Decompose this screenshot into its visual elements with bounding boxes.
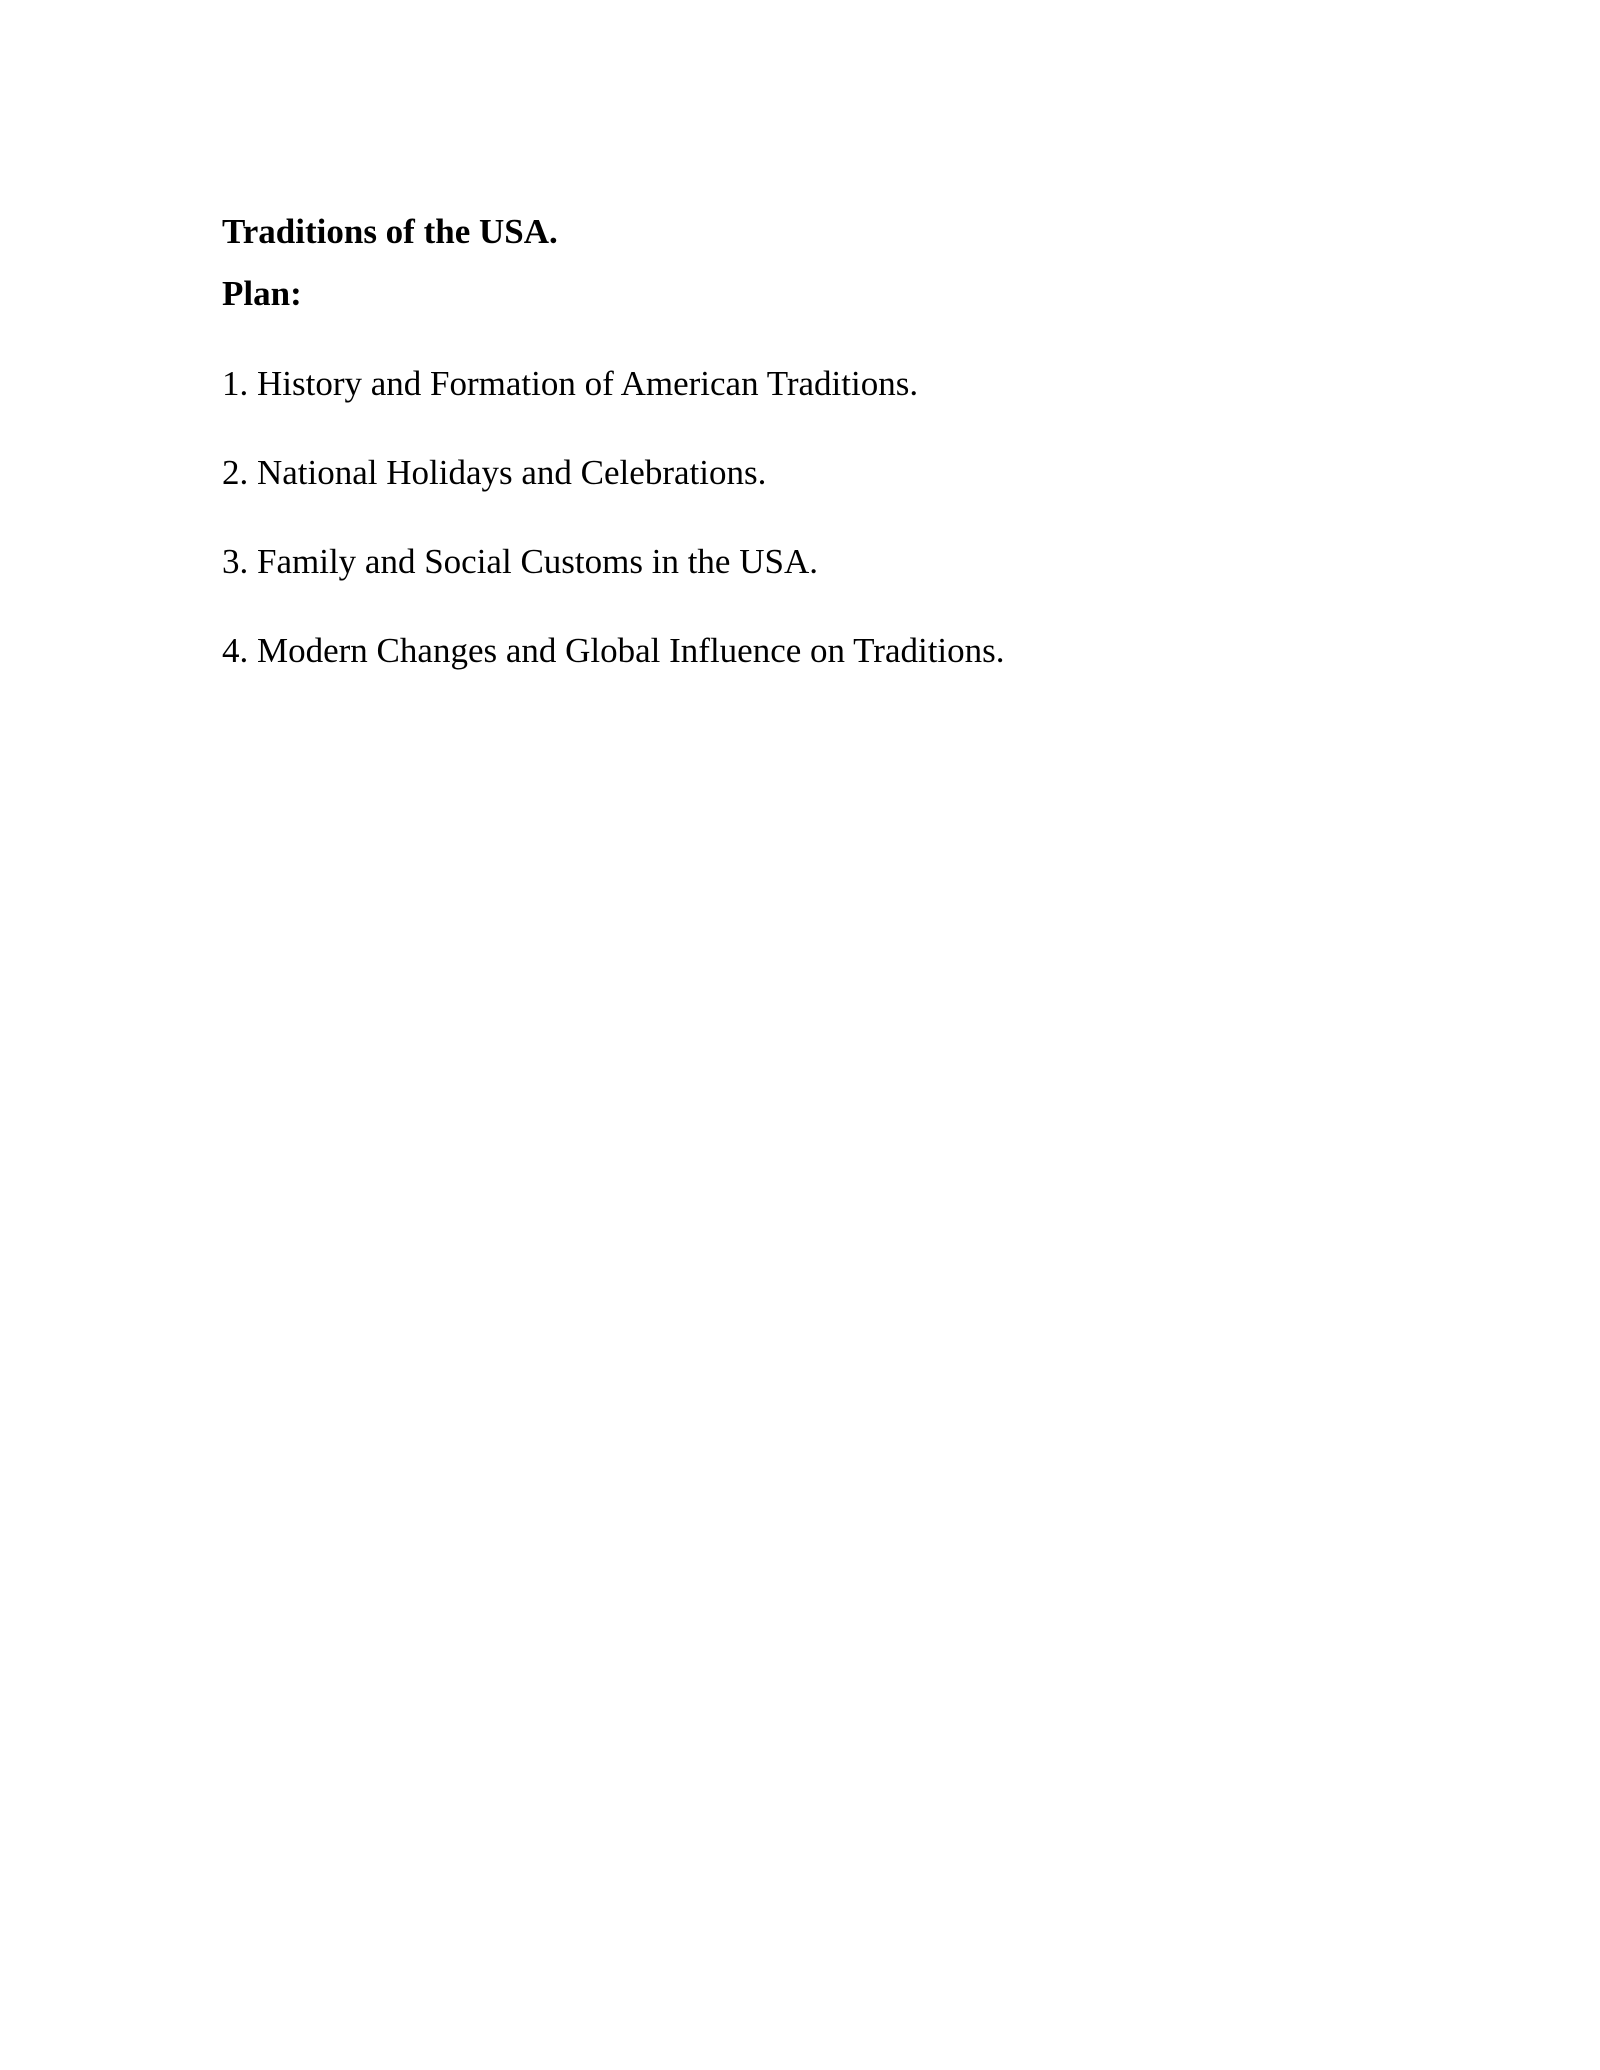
- document-body: [222, 205, 1382, 713]
- plan-heading: Plan:: [222, 274, 302, 313]
- plan-item-history: 1. History and Formation of American Traditions.: [222, 364, 919, 403]
- document-title: Traditions of the USA.: [222, 212, 558, 251]
- plan-list: [222, 357, 1382, 678]
- plan-item-family-customs: 3. Family and Social Customs in the USA.: [222, 542, 818, 581]
- plan-item-holidays: 2. National Holidays and Celebrations.: [222, 453, 767, 492]
- plan-item-modern-changes: 4. Modern Changes and Global Influence on Traditions.: [222, 631, 1005, 670]
